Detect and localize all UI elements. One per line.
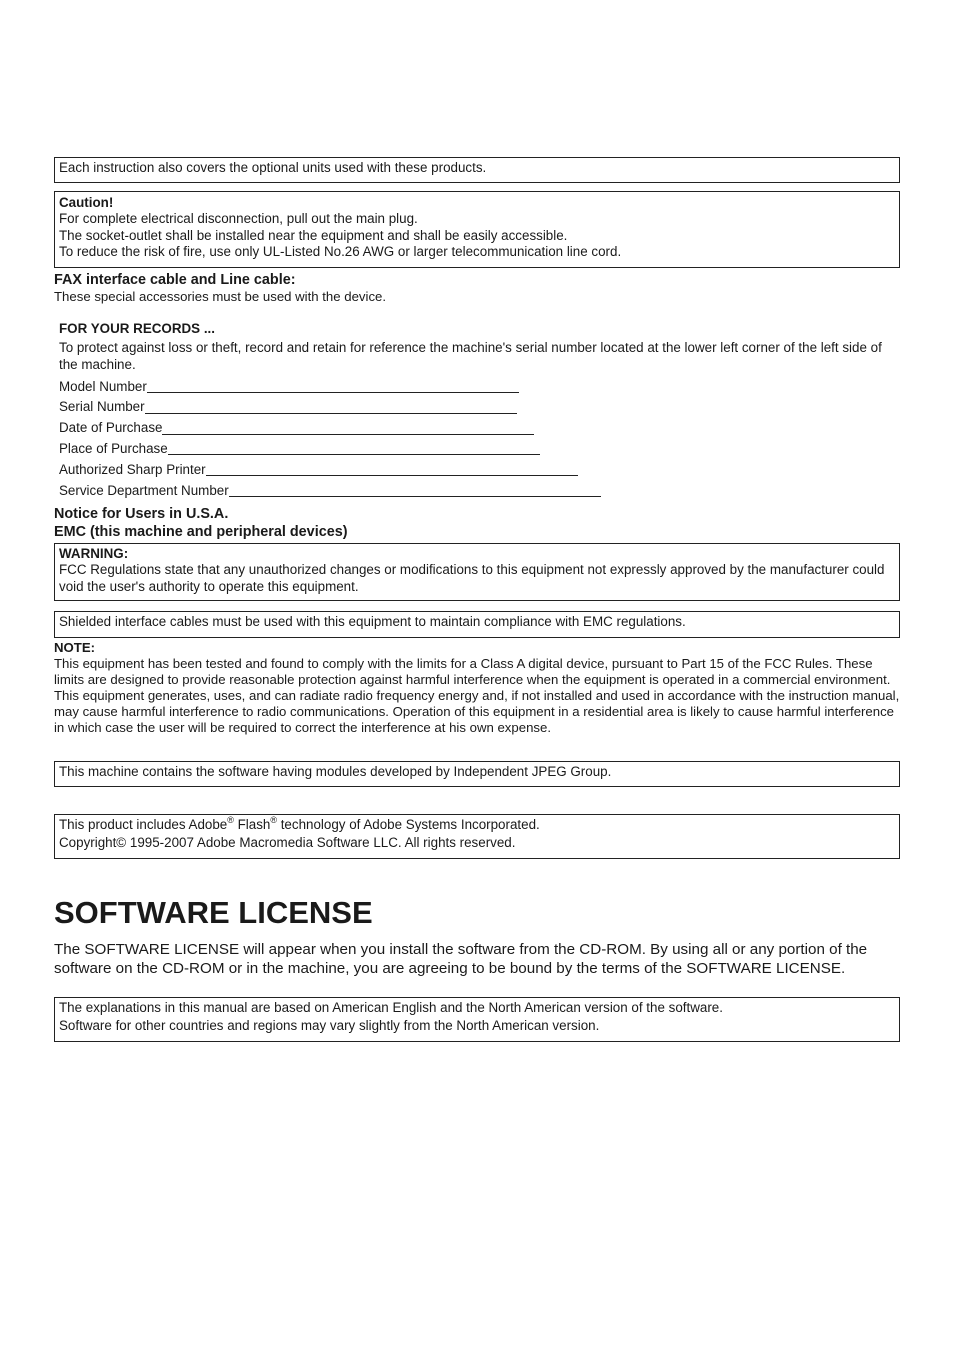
caution-title: Caution! [59,195,114,210]
fax-text: These special accessories must be used with the device. [54,289,387,304]
record-field-line[interactable] [147,379,519,393]
registered-mark: ® [227,814,234,825]
adobe-box [54,814,900,859]
shielded-box [54,611,900,638]
note-text: This equipment has been tested and found to comply with the limits for a Class A digital device, pursuant to Part 15 of the FCC Rules. These limits are designed to provide reasonable protection against harmful interference when the equipment is operated in a commercial environment. This equipment generates, uses, and can radiate radio frequency energy and, if not installed and used in accordance with the instruction manual, may cause harmful interference to radio communications. Operation of this equipment in a residential area is likely to cause harmful interference in which case the user will be required to correct the interference at his own expense. [54,656,900,735]
record-field-serial [59,395,900,416]
explanations-line: The explanations in this manual are based on American English and the North American version of the software. [59,1000,723,1015]
adobe-text-3: technology of Adobe Systems Incorporated. [276,817,540,832]
jpeg-text: This machine contains the software having modules developed by Independent JPEG Group. [59,764,612,779]
adobe-line [59,816,895,834]
record-field-line[interactable] [162,421,534,435]
license-text: The SOFTWARE LICENSE will appear when you install the software from the CD-ROM. By using all or any portion of the software on the CD-ROM or in the machine, you are agreeing to be bound by the terms of the SOFTWARE LICENSE. [54,941,868,977]
jpeg-box [54,761,900,787]
record-field-line[interactable] [145,400,517,414]
record-field-label: Place of Purchase [59,441,168,456]
optional-units-box [54,157,900,183]
record-field-line[interactable] [168,441,540,455]
adobe-text-2: Flash [233,817,271,832]
page-title: SOFTWARE LICENSE [54,895,373,930]
document-page [54,157,900,1042]
caution-box [54,191,900,268]
record-field-label: Date of Purchase [59,420,163,436]
explanations-box [54,997,900,1042]
warning-box [54,543,900,601]
records-text: To protect against loss or theft, record and retain for reference the machine's serial number located at the lower left corner of the left side of the machine. [59,340,882,372]
record-field-model [59,374,900,395]
notice-heading-2: EMC (this machine and peripheral devices) [54,524,348,540]
record-field-label: Authorized Sharp Printer [59,461,206,477]
record-field-place [59,437,900,458]
record-field-date [59,416,900,437]
caution-line: For complete electrical disconnection, pull out the main plug. [59,211,418,227]
optional-units-text: Each instruction also covers the optional units used with these products. [59,160,487,175]
record-field-label: Service Department Number [59,482,229,498]
caution-line: The socket-outlet shall be installed near the equipment and shall be easily accessible. [59,227,568,243]
fax-heading: FAX interface cable and Line cable: [54,272,296,288]
note-title: NOTE: [54,640,96,655]
records-section [54,321,900,499]
warning-title: WARNING: [59,546,129,561]
registered-mark: ® [270,814,277,825]
notice-heading-1: Notice for Users in U.S.A. [54,506,229,522]
record-field-line[interactable] [206,462,578,476]
record-field-label: Serial Number [59,399,145,415]
record-field-label: Model Number [59,378,147,394]
record-field-line[interactable] [229,483,601,497]
warning-text: FCC Regulations state that any unauthorized changes or modifications to this equipment not expressly approved by the manufacturer could void the user's authority to operate this equipment. [59,562,885,594]
record-field-service [59,478,900,499]
explanations-line: Software for other countries and regions may vary slightly from the North American version. [59,1018,600,1033]
record-field-printer [59,457,900,478]
caution-line: To reduce the risk of fire, use only UL-Listed No.26 AWG or larger telecommunication line cord. [59,244,622,260]
records-title: FOR YOUR RECORDS ... [59,321,215,336]
adobe-copyright: Copyright© 1995-2007 Adobe Macromedia Software LLC. All rights reserved. [59,835,516,850]
shielded-text: Shielded interface cables must be used with this equipment to maintain compliance with EMC regulations. [59,614,686,629]
adobe-text-1: This product includes Adobe [59,817,228,832]
